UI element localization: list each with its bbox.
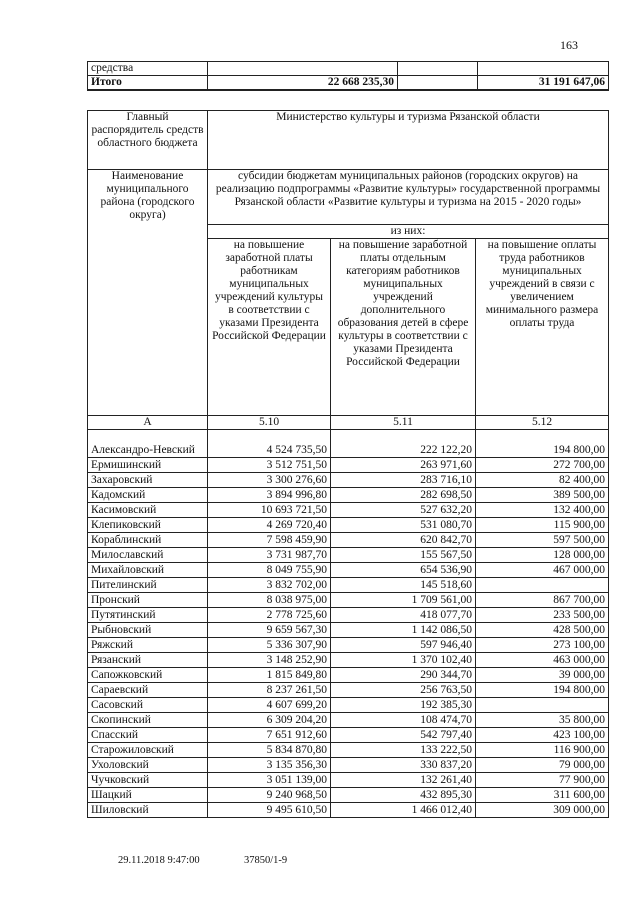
district-name: Кораблинский xyxy=(88,533,208,548)
district-name: Ряжский xyxy=(88,638,208,653)
value-v1: 3 894 996,80 xyxy=(208,488,331,503)
value-v2: 283 716,10 xyxy=(331,473,476,488)
total-value-1: 22 668 235,30 xyxy=(208,76,398,91)
value-v3: 233 500,00 xyxy=(476,608,609,623)
district-name: Пителинский xyxy=(88,578,208,593)
value-v1: 4 269 720,40 xyxy=(208,518,331,533)
district-name: Сараевский xyxy=(88,683,208,698)
value-v1: 3 512 751,50 xyxy=(208,458,331,473)
district-name: Сасовский xyxy=(88,698,208,713)
header-subsidy-row xyxy=(88,170,609,225)
value-v1: 7 651 912,60 xyxy=(208,728,331,743)
value-v3: 467 000,00 xyxy=(476,563,609,578)
subsidy-table xyxy=(87,110,609,818)
value-v3: 272 700,00 xyxy=(476,458,609,473)
value-v2: 133 222,50 xyxy=(331,743,476,758)
value-v3: 132 400,00 xyxy=(476,503,609,518)
district-name: Чучковский xyxy=(88,773,208,788)
district-name: Кадомский xyxy=(88,488,208,503)
value-v1: 9 659 567,30 xyxy=(208,623,331,638)
value-v3: 428 500,00 xyxy=(476,623,609,638)
table-row xyxy=(88,653,609,668)
value-v1: 4 524 735,50 xyxy=(208,430,331,458)
district-name: Старожиловский xyxy=(88,743,208,758)
header-distributor-row xyxy=(88,111,609,170)
subsidy-title: субсидии бюджетам муниципальных районов (городских округов) на реализацию подпрограммы «Развитие культуры» государственной программы Рязанской области «Развитие культуры и туризма на 2015 - 2020 годы» xyxy=(208,170,609,225)
row-label: средства xyxy=(88,62,208,76)
table-row xyxy=(88,668,609,683)
value-v2: 263 971,60 xyxy=(331,458,476,473)
value-v3: 79 000,00 xyxy=(476,758,609,773)
district-name: Милославский xyxy=(88,548,208,563)
value-v3: 194 800,00 xyxy=(476,430,609,458)
value-v2: 1 142 086,50 xyxy=(331,623,476,638)
district-name: Александро-Невский xyxy=(88,430,208,458)
district-name: Сапожковский xyxy=(88,668,208,683)
value-v3: 597 500,00 xyxy=(476,533,609,548)
table-row xyxy=(88,593,609,608)
code-5-10: 5.10 xyxy=(208,416,331,430)
district-name: Спасский xyxy=(88,728,208,743)
value-v2: 597 946,40 xyxy=(331,638,476,653)
value-v1: 3 832 702,00 xyxy=(208,578,331,593)
code-5-11: 5.11 xyxy=(331,416,476,430)
col-header-5-11: на повышение заработной платы отдельным категориям работников муниципальных учреждений дополнительного образования детей в сфере культуры в соответствии с указами Президента Российской Федерации xyxy=(331,239,476,416)
value-v2: 432 895,30 xyxy=(331,788,476,803)
table-row xyxy=(88,548,609,563)
value-v2: 155 567,50 xyxy=(331,548,476,563)
table-row xyxy=(88,758,609,773)
value-v2: 531 080,70 xyxy=(331,518,476,533)
table-row xyxy=(88,503,609,518)
value-v1: 3 135 356,30 xyxy=(208,758,331,773)
table-row xyxy=(88,458,609,473)
value-v2: 418 077,70 xyxy=(331,608,476,623)
value-v3: 311 600,00 xyxy=(476,788,609,803)
table-row xyxy=(88,683,609,698)
value-v3: 423 100,00 xyxy=(476,728,609,743)
value-v3: 39 000,00 xyxy=(476,668,609,683)
value-v2: 145 518,60 xyxy=(331,578,476,593)
district-name: Рыбновский xyxy=(88,623,208,638)
district-name: Захаровский xyxy=(88,473,208,488)
table-row xyxy=(88,488,609,503)
col-header-5-12: на повышение оплаты труда работников муниципальных учреждений в связи с увеличением минимального размера оплаты труда xyxy=(476,239,609,416)
table-row xyxy=(88,743,609,758)
table-row xyxy=(88,430,609,458)
page-number: 163 xyxy=(560,38,578,52)
value-v1: 4 607 699,20 xyxy=(208,698,331,713)
table-row xyxy=(88,638,609,653)
value-v1: 3 148 252,90 xyxy=(208,653,331,668)
value-v1: 5 834 870,80 xyxy=(208,743,331,758)
value-v1: 2 778 725,60 xyxy=(208,608,331,623)
district-name: Михайловский xyxy=(88,563,208,578)
value-v3: 35 800,00 xyxy=(476,713,609,728)
district-name: Рязанский xyxy=(88,653,208,668)
district-name: Путятинский xyxy=(88,608,208,623)
value-v2: 654 536,90 xyxy=(331,563,476,578)
value-v1: 3 300 276,60 xyxy=(208,473,331,488)
district-label: Наименование муниципального района (городского округа) xyxy=(88,170,208,416)
table-row xyxy=(88,608,609,623)
value-v2: 330 837,20 xyxy=(331,758,476,773)
table-row xyxy=(88,728,609,743)
value-v3: 116 900,00 xyxy=(476,743,609,758)
total-value-2: 31 191 647,06 xyxy=(478,76,609,91)
value-v3: 273 100,00 xyxy=(476,638,609,653)
value-v1: 3 051 139,00 xyxy=(208,773,331,788)
district-name: Ухоловский xyxy=(88,758,208,773)
value-v2: 527 632,20 xyxy=(331,503,476,518)
value-v1: 8 049 755,90 xyxy=(208,563,331,578)
value-v2: 282 698,50 xyxy=(331,488,476,503)
value-v1: 1 815 849,80 xyxy=(208,668,331,683)
value-v1: 10 693 721,50 xyxy=(208,503,331,518)
district-name: Скопинский xyxy=(88,713,208,728)
value-v1: 7 598 459,90 xyxy=(208,533,331,548)
value-v2: 222 122,20 xyxy=(331,430,476,458)
value-v2: 132 261,40 xyxy=(331,773,476,788)
value-v3: 77 900,00 xyxy=(476,773,609,788)
value-v3: 309 000,00 xyxy=(476,803,609,818)
value-v1: 8 038 975,00 xyxy=(208,593,331,608)
district-name: Шацкий xyxy=(88,788,208,803)
value-v1: 5 336 307,90 xyxy=(208,638,331,653)
district-name: Клепиковский xyxy=(88,518,208,533)
value-v3: 389 500,00 xyxy=(476,488,609,503)
value-v3: 463 000,00 xyxy=(476,653,609,668)
table-row xyxy=(88,803,609,818)
top-summary-table xyxy=(87,61,609,91)
table-row xyxy=(88,578,609,593)
district-name: Шиловский xyxy=(88,803,208,818)
value-v2: 1 466 012,40 xyxy=(331,803,476,818)
value-v3: 115 900,00 xyxy=(476,518,609,533)
value-v1: 6 309 204,20 xyxy=(208,713,331,728)
table-row xyxy=(88,518,609,533)
total-label: Итого xyxy=(88,76,208,91)
table-row xyxy=(88,773,609,788)
value-v2: 1 370 102,40 xyxy=(331,653,476,668)
value-v1: 9 240 968,50 xyxy=(208,788,331,803)
distributor-label: Главный распорядитель средств областного бюджета xyxy=(88,111,208,170)
value-v3: 128 000,00 xyxy=(476,548,609,563)
total-row xyxy=(88,76,609,91)
table-row xyxy=(88,713,609,728)
code-a: А xyxy=(88,416,208,430)
header-codes-row xyxy=(88,416,609,430)
value-v3: 867 700,00 xyxy=(476,593,609,608)
data-rows xyxy=(88,430,609,818)
ministry-name: Министерство культуры и туризма Рязанской области xyxy=(208,111,609,170)
value-v2: 542 797,40 xyxy=(331,728,476,743)
col-header-5-10: на повышение заработной платы работникам муниципальных учреждений культуры в соответствии с указами Президента Российской Федерации xyxy=(208,239,331,416)
district-name: Ермишинский xyxy=(88,458,208,473)
value-v2: 290 344,70 xyxy=(331,668,476,683)
value-v2: 192 385,30 xyxy=(331,698,476,713)
table-row xyxy=(88,788,609,803)
value-v1: 9 495 610,50 xyxy=(208,803,331,818)
value-v1: 3 731 987,70 xyxy=(208,548,331,563)
table-row xyxy=(88,623,609,638)
table-row xyxy=(88,62,609,76)
footer-doc-code: 37850/1-9 xyxy=(244,855,288,866)
table-row xyxy=(88,698,609,713)
table-row xyxy=(88,473,609,488)
value-v2: 1 709 561,00 xyxy=(331,593,476,608)
value-v2: 256 763,50 xyxy=(331,683,476,698)
code-5-12: 5.12 xyxy=(476,416,609,430)
district-name: Пронский xyxy=(88,593,208,608)
value-v2: 620 842,70 xyxy=(331,533,476,548)
of-which-label: из них: xyxy=(208,225,609,239)
table-row xyxy=(88,533,609,548)
value-v1: 8 237 261,50 xyxy=(208,683,331,698)
footer-datetime: 29.11.2018 9:47:00 xyxy=(118,855,200,866)
district-name: Касимовский xyxy=(88,503,208,518)
value-v3: 194 800,00 xyxy=(476,683,609,698)
value-v3 xyxy=(476,578,609,593)
table-row xyxy=(88,563,609,578)
value-v3 xyxy=(476,698,609,713)
value-v2: 108 474,70 xyxy=(331,713,476,728)
value-v3: 82 400,00 xyxy=(476,473,609,488)
